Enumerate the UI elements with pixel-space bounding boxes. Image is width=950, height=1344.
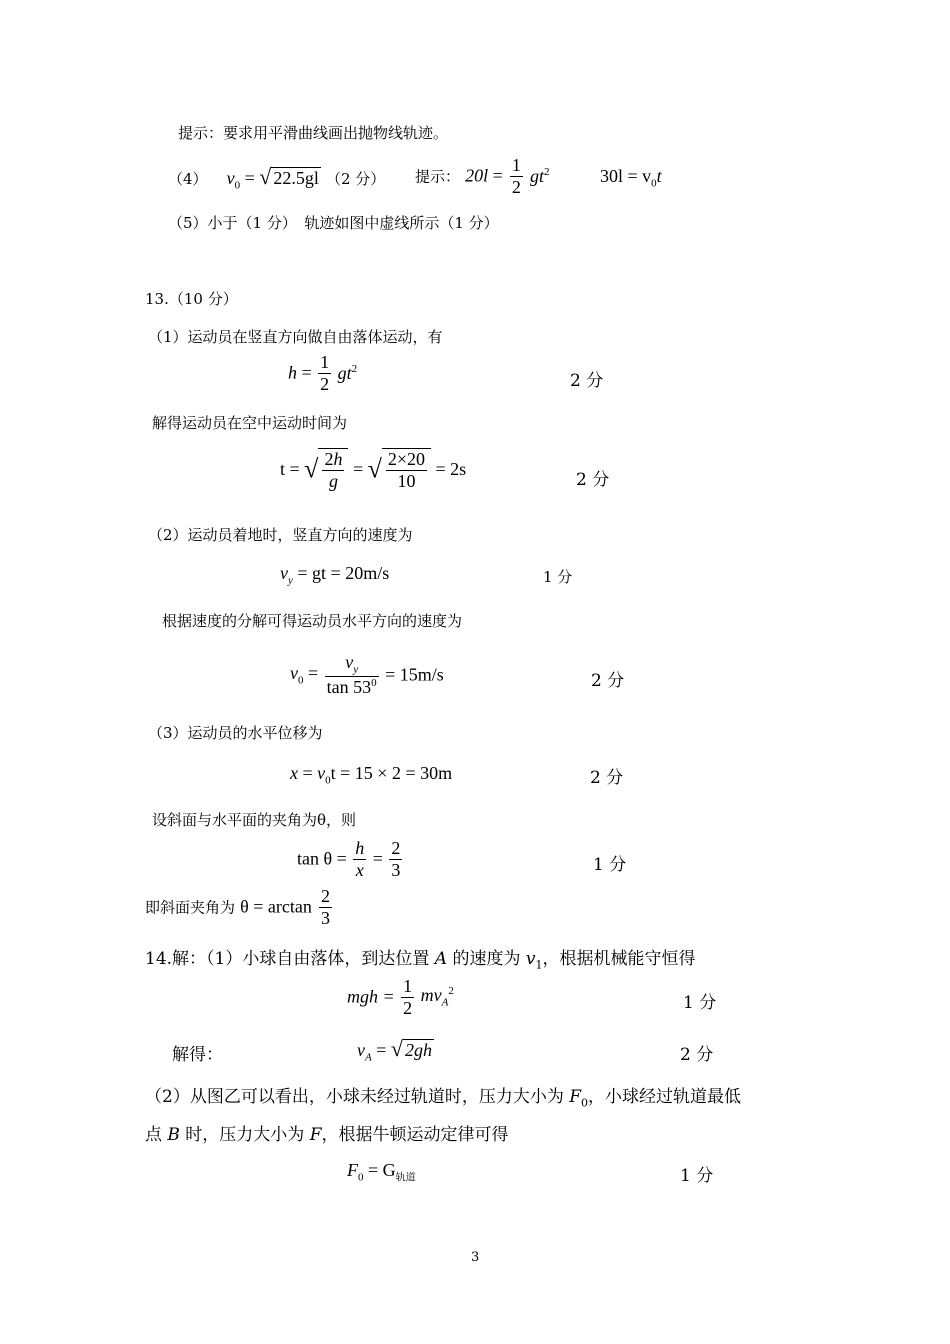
part4-line — [168, 164, 385, 192]
v0-formula-13: $v_0$ = $\frac{v_y}{\tan 53^0}$ = 15m/s — [290, 652, 444, 698]
score-2: 2 分 — [576, 470, 610, 490]
eq-30l: $30l = v_0t$ — [600, 166, 662, 190]
half-fraction: $\frac{1}{2}$ — [511, 155, 521, 197]
page-number: 3 — [471, 1250, 480, 1265]
mgh-formula: mgh = $\frac{1}{2}$ $mv_A^2$ — [347, 976, 454, 1018]
part4-hint: 提示： 20l = $\frac{1}{2}$ $gt^2$ — [415, 155, 550, 197]
t-formula: t = √ $\frac{2h}{g}$ = √ $\frac{2\times 20}{10}$ = 2s — [280, 449, 467, 491]
q14-part2-line2: 点 B 时，压力大小为 F，根据牛顿运动定律可得 — [145, 1125, 509, 1145]
score-7: 1 分 — [683, 993, 717, 1013]
f0-formula: $F_0 = G_{轨道}$ — [347, 1160, 416, 1184]
va-formula: $v_A$ = √ 2gh — [357, 1036, 432, 1064]
score-9: 1 分 — [680, 1166, 714, 1186]
score-1: 2 分 — [570, 371, 604, 391]
x-formula: $x = v_0t = 15 \times 2 = 30m$ — [290, 763, 453, 787]
q13-solve-time: 解得运动员在空中运动时间为 — [152, 414, 348, 432]
score-4: 2 分 — [591, 671, 625, 691]
h-formula: h = $\frac{1}{2}$ $gt^2$ — [288, 352, 358, 394]
score-6: 1 分 — [593, 855, 627, 875]
q14-solve: 解得： — [172, 1045, 223, 1065]
hint-parabola: 提示：要求用平滑曲线画出抛物线轨迹。 — [178, 124, 449, 142]
score-8: 2 分 — [680, 1045, 714, 1065]
score-3: 1 分 — [543, 568, 573, 586]
vy-formula: $v_y$ = gt = 20m/s — [280, 563, 390, 587]
q13-part2: （2）运动员着地时，竖直方向的速度为 — [148, 526, 413, 544]
eq-20l: 20l — [465, 165, 489, 186]
q14-part2-line1: （2）从图乙可以看出，小球未经过轨道时，压力大小为 $F_0$，小球经过轨道最低 — [145, 1087, 742, 1110]
q13-angle: 设斜面与水平面的夹角为θ，则 — [152, 811, 357, 829]
part5-line: （5）小于（1 分） 轨迹如图中虚线所示（1 分） — [168, 214, 499, 232]
q13-part3: （3）运动员的水平位移为 — [148, 724, 323, 742]
q13-title: 13.（10 分） — [145, 290, 238, 308]
tan-formula: tan θ = $\frac{h}{x}$ = $\frac{2}{3}$ — [297, 838, 401, 880]
v0-formula: $v_0$ = √ 22.5gl — [226, 164, 319, 192]
part4-score: （2 分） — [325, 170, 386, 188]
q14-head: 14.解：（1）小球自由落体，到达位置 A 的速度为 $v_1$，根据机械能守恒得 — [145, 949, 696, 972]
q13-part1: （1）运动员在竖直方向做自由落体运动，有 — [148, 328, 443, 346]
score-5: 2 分 — [590, 768, 624, 788]
q13-conclusion: 即斜面夹角为 θ = arctan $\frac{2}{3}$ — [145, 886, 330, 928]
part4-label: （4） — [168, 170, 208, 188]
q13-decomp: 根据速度的分解可得运动员水平方向的速度为 — [162, 612, 463, 630]
